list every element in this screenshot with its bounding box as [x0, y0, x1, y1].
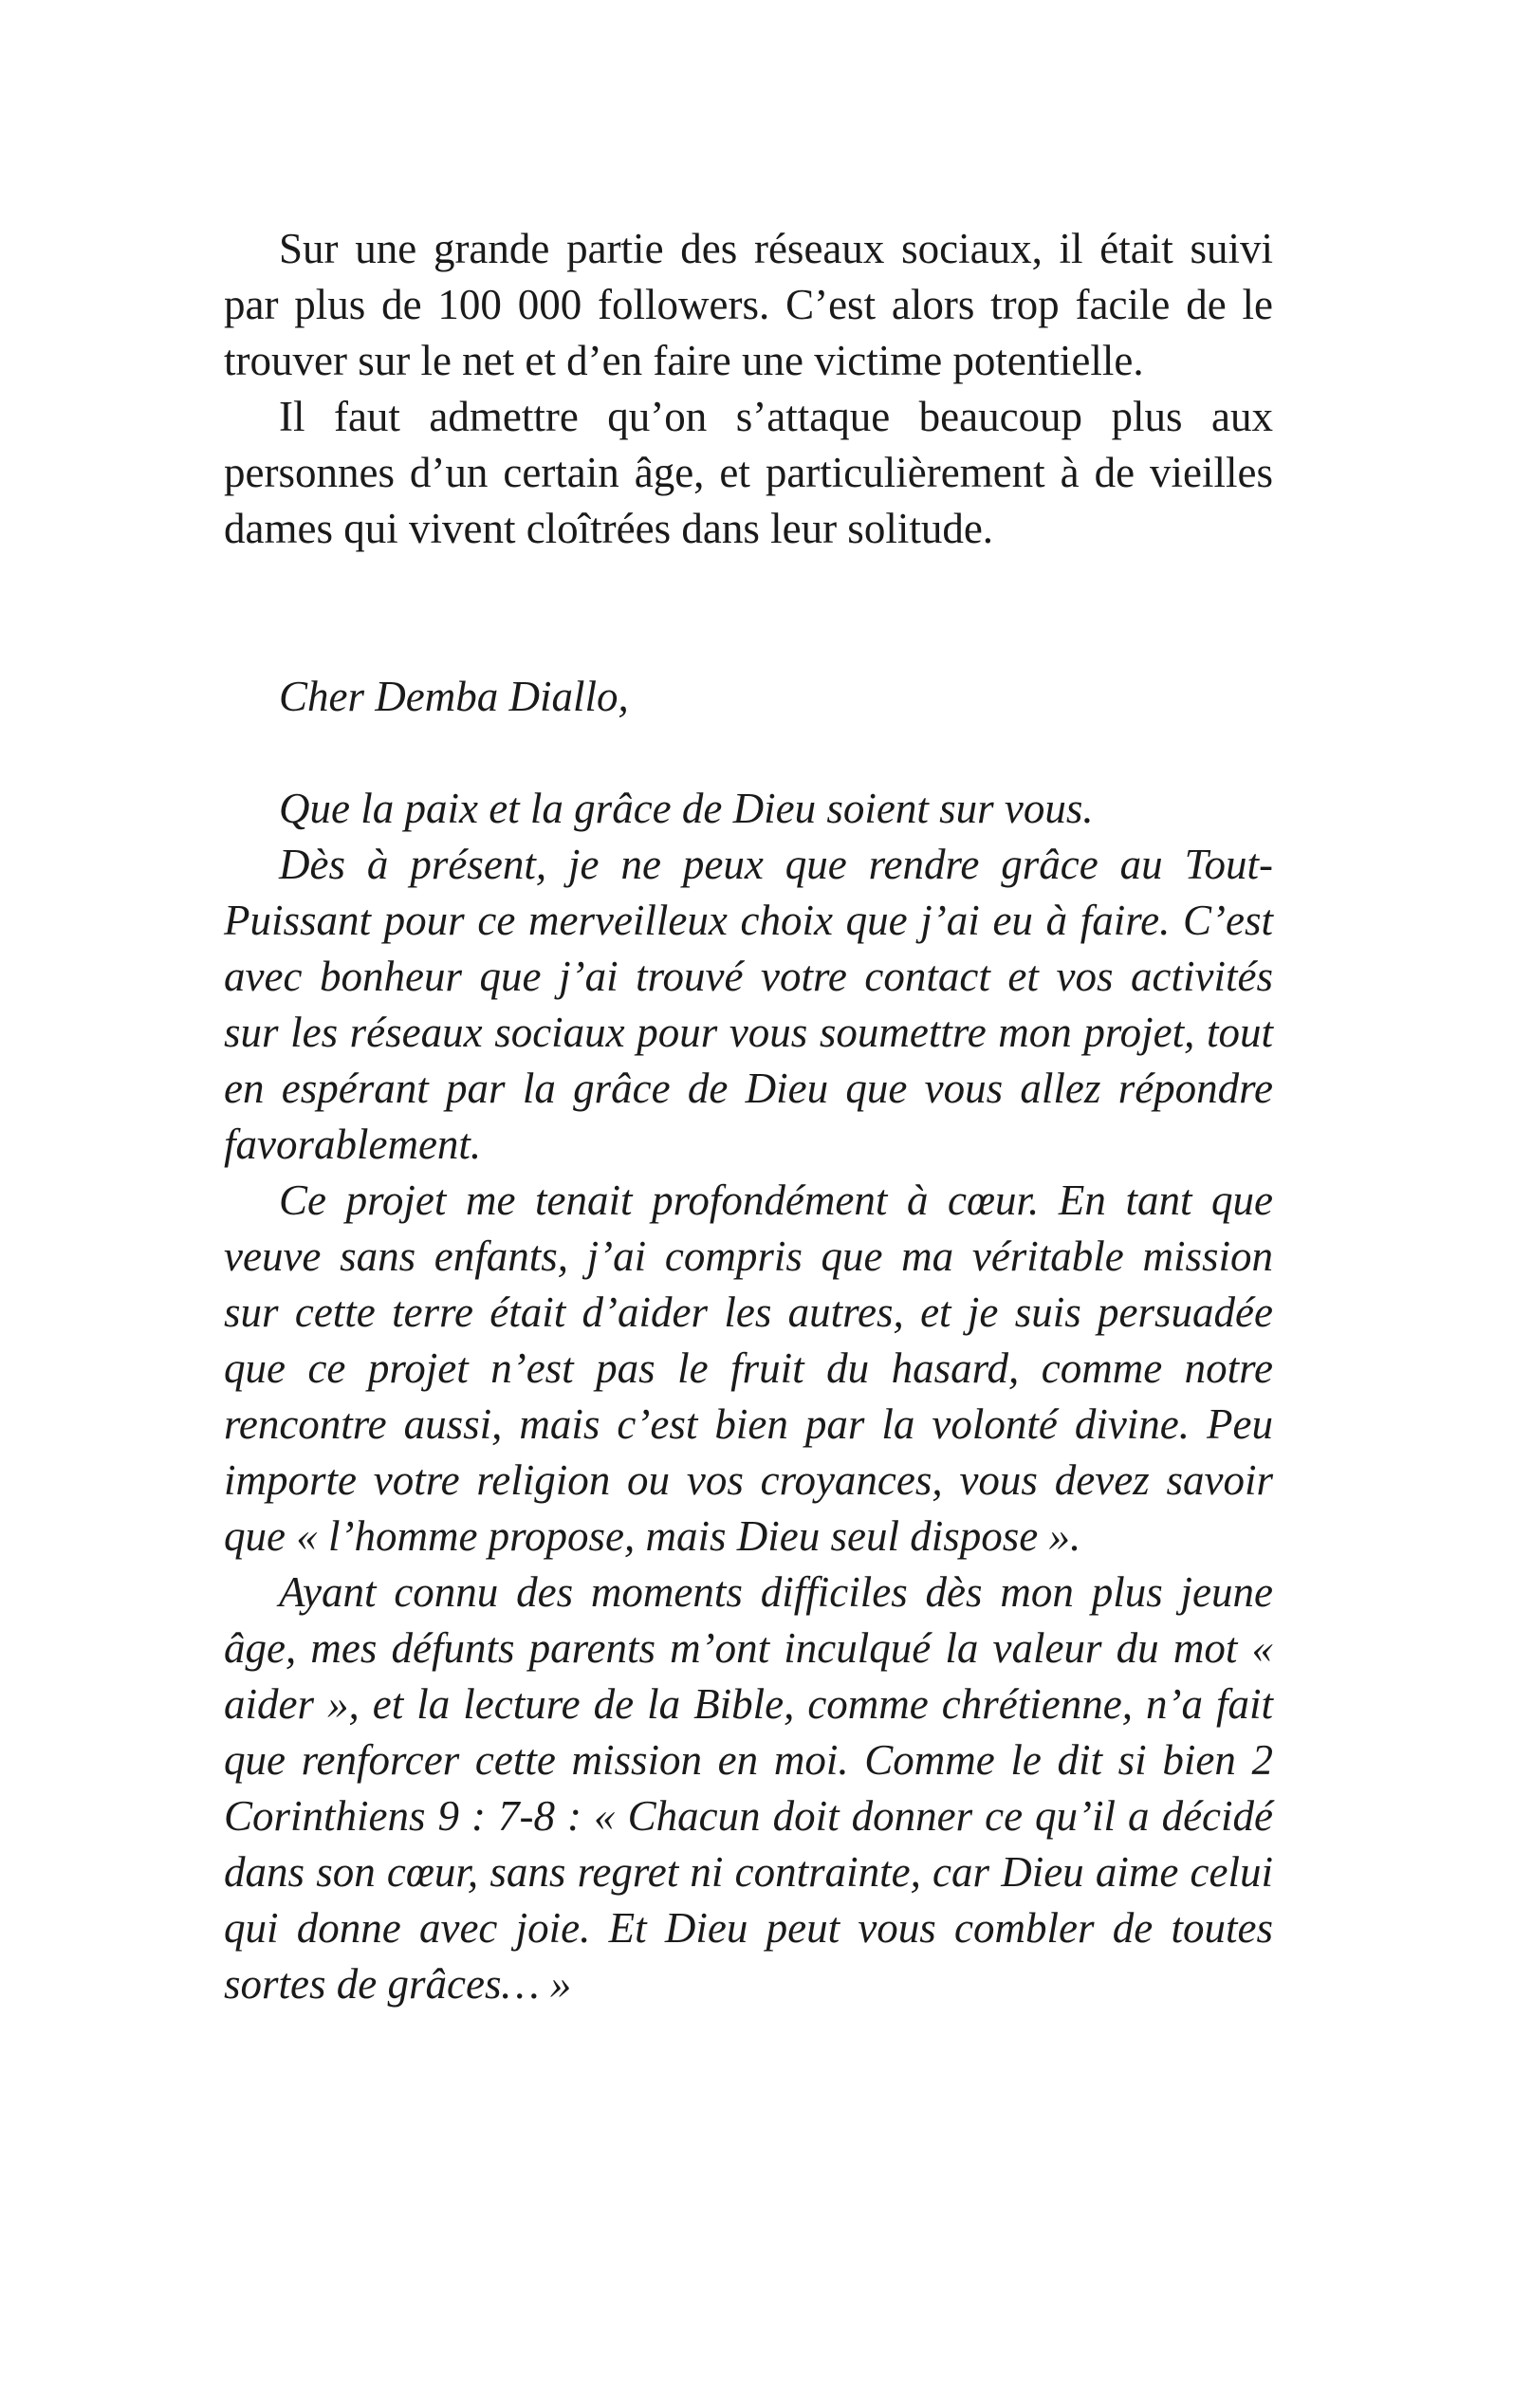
letter-paragraph: Dès à présent, je ne peux que rendre grâce au Tout-Puissant pour ce merveilleux choix que j’ai eu à faire. C’est avec bonheur que j’ai trouvé votre contact et vos activités sur les réseaux sociaux pour vous soumettre mon projet, tout en espérant par la grâce de Dieu que vous allez répondre favorablement. [224, 841, 1273, 1168]
letter-paragraph: Ce projet me tenait profondément à cœur. En tant que veuve sans enfants, j’ai compris que ma véritable mission sur cette terre était d’aider les autres, et je suis persuadée que ce projet n’est pas le fruit du hasard, comme notre rencontre aussi, mais c’est bien par la volonté divine. Peu importe votre religion ou vos croyances, vous devez savoir que « l’homme propose, mais Dieu seul dispose ». [224, 1176, 1273, 1560]
letter-paragraph: Ayant connu des moments difficiles dès mon plus jeune âge, mes défunts parents m’ont inculqué la valeur du mot « aider », et la lecture de la Bible, comme chrétienne, n’a fait que renforcer cette mission en moi. Comme le dit si bien 2 Corinthiens 9 : 7-8 : « Chacun doit donner ce qu’il a décidé dans son cœur, sans regret ni contrainte, car Dieu aime celui qui donne avec joie. Et Dieu peut vous combler de toutes sortes de grâces… » [224, 1568, 1273, 2008]
letter-paragraph: Que la paix et la grâce de Dieu soient sur vous. [279, 785, 1094, 832]
letter-text [224, 669, 1273, 2012]
intro-text [224, 221, 1273, 557]
intro-paragraph: Sur une grande partie des réseaux sociaux, il était suivi par plus de 100 000 followers. C’est alors trop facile de le trouver sur le net et d’en faire une victime potentielle. [224, 225, 1273, 384]
letter-salutation: Cher Demba Diallo, [279, 673, 629, 720]
intro-paragraph: Il faut admettre qu’on s’attaque beaucoup plus aux personnes d’un certain âge, et particulièrement à de vieilles dames qui vivent cloîtrées dans leur solitude. [224, 393, 1273, 552]
